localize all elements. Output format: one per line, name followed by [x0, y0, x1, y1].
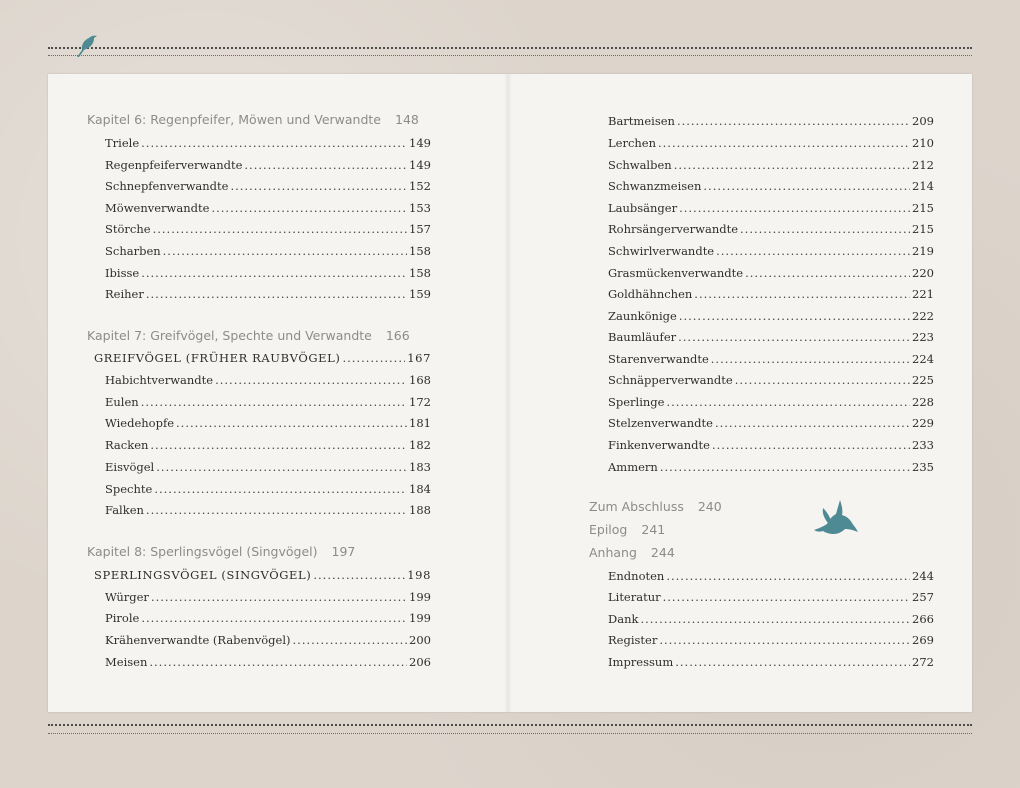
chapter-7-heading	[87, 327, 410, 345]
toc-entry	[608, 178, 934, 194]
dot-leader	[711, 351, 910, 367]
entry-page: 188	[409, 503, 431, 517]
entry-page: 199	[409, 611, 431, 625]
entry-page: 214	[912, 179, 934, 193]
entry-page: 182	[409, 438, 431, 452]
dot-leader	[675, 654, 910, 670]
entry-label: Impressum	[608, 655, 674, 669]
entry-page: 209	[912, 114, 934, 128]
toc-entry	[608, 611, 934, 627]
dot-leader	[715, 415, 910, 431]
entry-page: 224	[912, 352, 934, 366]
entry-page: 153	[409, 201, 431, 215]
section-label: SPERLINGSVÖGEL (SINGVÖGEL)	[94, 568, 312, 582]
entry-page: 184	[409, 482, 431, 496]
dot-leader	[156, 459, 407, 475]
toc-entry	[105, 437, 431, 453]
entry-label: Goldhähnchen	[608, 287, 693, 301]
entry-label: Dank	[608, 612, 639, 626]
entry-label: Pirole	[105, 611, 140, 625]
toc-entry	[105, 481, 431, 497]
chapter-title: Kapitel 6: Regenpfeifer, Möwen und Verwandte	[87, 112, 381, 127]
dot-leader	[313, 567, 405, 583]
entry-page: 215	[912, 222, 934, 236]
top-dotted-rule	[48, 47, 972, 49]
chapter-page: 197	[331, 544, 356, 559]
entry-page: 228	[912, 395, 934, 409]
toc-entry	[608, 113, 934, 129]
dot-leader	[703, 178, 910, 194]
dot-leader	[244, 157, 407, 173]
entry-label: Schwanzmeisen	[608, 179, 702, 193]
open-book	[48, 74, 972, 712]
toc-entry	[608, 654, 934, 670]
entry-label: Grasmückenverwandte	[608, 266, 744, 280]
dot-leader	[679, 200, 910, 216]
entry-label: Lerchen	[608, 136, 656, 150]
dot-leader	[176, 415, 407, 431]
entry-label: Störche	[105, 222, 151, 236]
chapter-title: Anhang	[589, 545, 637, 560]
entry-label: Baumläufer	[608, 330, 677, 344]
entry-page: 221	[912, 287, 934, 301]
chapter-title: Epilog	[589, 522, 628, 537]
entry-page: 152	[409, 179, 431, 193]
entry-page: 219	[912, 244, 934, 258]
dot-leader	[342, 350, 405, 366]
entry-page: 149	[409, 136, 431, 150]
entry-label: Eulen	[105, 395, 139, 409]
toc-entry	[608, 568, 934, 584]
entry-label: Ammern	[608, 460, 658, 474]
toc-entry	[608, 135, 934, 151]
toc-entry	[608, 243, 934, 259]
entry-page: 223	[912, 330, 934, 344]
entry-label: Schnäpperverwandte	[608, 373, 733, 387]
dot-leader	[677, 113, 910, 129]
entry-page: 206	[409, 655, 431, 669]
dot-leader	[735, 372, 910, 388]
dot-leader	[146, 502, 407, 518]
entry-label: Laubsänger	[608, 201, 678, 215]
toc-entry	[105, 394, 431, 410]
dot-leader	[712, 437, 910, 453]
dot-leader	[149, 654, 407, 670]
toc-entry	[105, 415, 431, 431]
bottom-dotted-rule	[48, 724, 972, 726]
entry-label: Reiher	[105, 287, 144, 301]
toc-entry	[105, 178, 431, 194]
toc-entry	[608, 286, 934, 302]
entry-page: 149	[409, 158, 431, 172]
entry-page: 266	[912, 612, 934, 626]
dot-leader	[211, 200, 407, 216]
section-label: GREIFVÖGEL (FRÜHER RAUBVÖGEL)	[94, 351, 341, 365]
entry-page: 158	[409, 266, 431, 280]
entry-label: Ibisse	[105, 266, 140, 280]
dot-leader	[141, 394, 407, 410]
entry-page: 244	[912, 569, 934, 583]
entry-page: 222	[912, 309, 934, 323]
toc-entry	[105, 610, 431, 626]
entry-label: Würger	[105, 590, 149, 604]
dot-leader	[745, 265, 910, 281]
entry-page: 200	[409, 633, 431, 647]
dot-leader	[215, 372, 407, 388]
dot-leader	[230, 178, 407, 194]
entry-page: 220	[912, 266, 934, 280]
entry-page: 233	[912, 438, 934, 452]
dot-leader	[678, 329, 910, 345]
toc-entry	[105, 632, 431, 648]
toc-entry	[608, 200, 934, 216]
toc-entry	[105, 243, 431, 259]
chapter-6-heading	[87, 111, 419, 129]
entry-label: Falken	[105, 503, 144, 517]
entry-label: Finkenverwandte	[608, 438, 710, 452]
dot-leader	[674, 157, 910, 173]
dot-leader	[153, 221, 407, 237]
toc-entry	[608, 415, 934, 431]
entry-label: Schnepfenverwandte	[105, 179, 229, 193]
entry-label: Möwenverwandte	[105, 201, 210, 215]
dot-leader	[640, 611, 910, 627]
entry-page: 257	[912, 590, 934, 604]
dot-leader	[679, 308, 910, 324]
dot-leader	[154, 481, 407, 497]
anhang-heading	[589, 544, 675, 562]
chapter-title: Kapitel 8: Sperlingsvögel (Singvögel)	[87, 544, 318, 559]
entry-label: Scharben	[105, 244, 161, 258]
epilog-heading	[589, 521, 665, 539]
toc-entry	[608, 351, 934, 367]
chapter-page: 244	[650, 545, 675, 560]
toc-entry	[105, 265, 431, 281]
toc-entry	[105, 221, 431, 237]
chapter-title: Kapitel 7: Greifvögel, Spechte und Verwandte	[87, 328, 372, 343]
dot-leader	[694, 286, 910, 302]
dot-leader	[141, 610, 407, 626]
toc-entry	[608, 308, 934, 324]
chapter-8-heading	[87, 543, 355, 561]
entry-label: Bartmeisen	[608, 114, 675, 128]
entry-page: 229	[912, 416, 934, 430]
dot-leader	[740, 221, 910, 237]
gutter-shadow-right	[508, 74, 512, 712]
chapter-title: Zum Abschluss	[589, 499, 684, 514]
entry-label: Eisvögel	[105, 460, 155, 474]
entry-page: 183	[409, 460, 431, 474]
entry-label: Schwalben	[608, 158, 672, 172]
entry-label: Habichtverwandte	[105, 373, 214, 387]
dot-leader	[293, 632, 408, 648]
toc-entry	[105, 654, 431, 670]
toc-entry	[608, 157, 934, 173]
dot-leader	[151, 589, 407, 605]
toc-entry	[608, 329, 934, 345]
entry-page: 225	[912, 373, 934, 387]
toc-section	[94, 350, 431, 366]
entry-label: Zaunkönige	[608, 309, 677, 323]
toc-entry	[608, 632, 934, 648]
dot-leader	[150, 437, 407, 453]
entry-label: Schwirlverwandte	[608, 244, 715, 258]
bottom-dotted-rule-thin	[48, 733, 972, 734]
entry-page: 269	[912, 633, 934, 647]
toc-entry	[105, 286, 431, 302]
chapter-page: 241	[641, 522, 666, 537]
toc-section	[94, 567, 431, 583]
toc-entry	[105, 372, 431, 388]
entry-label: Starenverwandte	[608, 352, 709, 366]
entry-label: Triele	[105, 136, 140, 150]
toc-entry	[608, 459, 934, 475]
toc-entry	[105, 502, 431, 518]
section-page: 167	[407, 351, 431, 365]
entry-label: Meisen	[105, 655, 148, 669]
flying-bird-icon	[812, 496, 860, 540]
toc-entry	[105, 157, 431, 173]
zum-abschluss-heading	[589, 498, 722, 516]
entry-page: 199	[409, 590, 431, 604]
dot-leader	[163, 243, 407, 259]
toc-entry	[105, 459, 431, 475]
entry-page: 159	[409, 287, 431, 301]
toc-entry	[608, 372, 934, 388]
toc-entry	[105, 200, 431, 216]
toc-entry	[608, 589, 934, 605]
toc-entry	[608, 221, 934, 237]
toc-entry	[105, 589, 431, 605]
toc-entry	[608, 437, 934, 453]
entry-page: 158	[409, 244, 431, 258]
entry-label: Wiedehopfe	[105, 416, 175, 430]
dot-leader	[666, 394, 910, 410]
chapter-page: 240	[697, 499, 722, 514]
entry-label: Register	[608, 633, 658, 647]
entry-label: Racken	[105, 438, 149, 452]
chapter-page: 148	[395, 112, 419, 127]
toc-entry	[608, 394, 934, 410]
entry-label: Regenpfeiferverwandte	[105, 158, 243, 172]
entry-page: 181	[409, 416, 431, 430]
dot-leader	[716, 243, 910, 259]
section-page: 198	[407, 568, 431, 582]
entry-label: Stelzenverwandte	[608, 416, 713, 430]
entry-page: 210	[912, 136, 934, 150]
entry-page: 172	[409, 395, 431, 409]
dot-leader	[666, 568, 910, 584]
entry-page: 235	[912, 460, 934, 474]
entry-page: 212	[912, 158, 934, 172]
entry-label: Endnoten	[608, 569, 665, 583]
dot-leader	[659, 632, 910, 648]
dot-leader	[141, 265, 407, 281]
entry-page: 215	[912, 201, 934, 215]
entry-label: Krähenverwandte (Rabenvögel)	[105, 633, 291, 647]
dot-leader	[663, 589, 910, 605]
dot-leader	[141, 135, 407, 151]
entry-label: Sperlinge	[608, 395, 665, 409]
entry-label: Spechte	[105, 482, 153, 496]
entry-label: Rohrsängerverwandte	[608, 222, 739, 236]
entry-label: Literatur	[608, 590, 661, 604]
entry-page: 168	[409, 373, 431, 387]
dot-leader	[658, 135, 910, 151]
chapter-page: 166	[385, 328, 410, 343]
toc-entry	[105, 135, 431, 151]
toc-entry	[608, 265, 934, 281]
bird-icon	[72, 30, 102, 60]
entry-page: 157	[409, 222, 431, 236]
dot-leader	[146, 286, 407, 302]
dot-leader	[660, 459, 910, 475]
entry-page: 272	[912, 655, 934, 669]
top-dotted-rule-thin	[48, 55, 972, 56]
